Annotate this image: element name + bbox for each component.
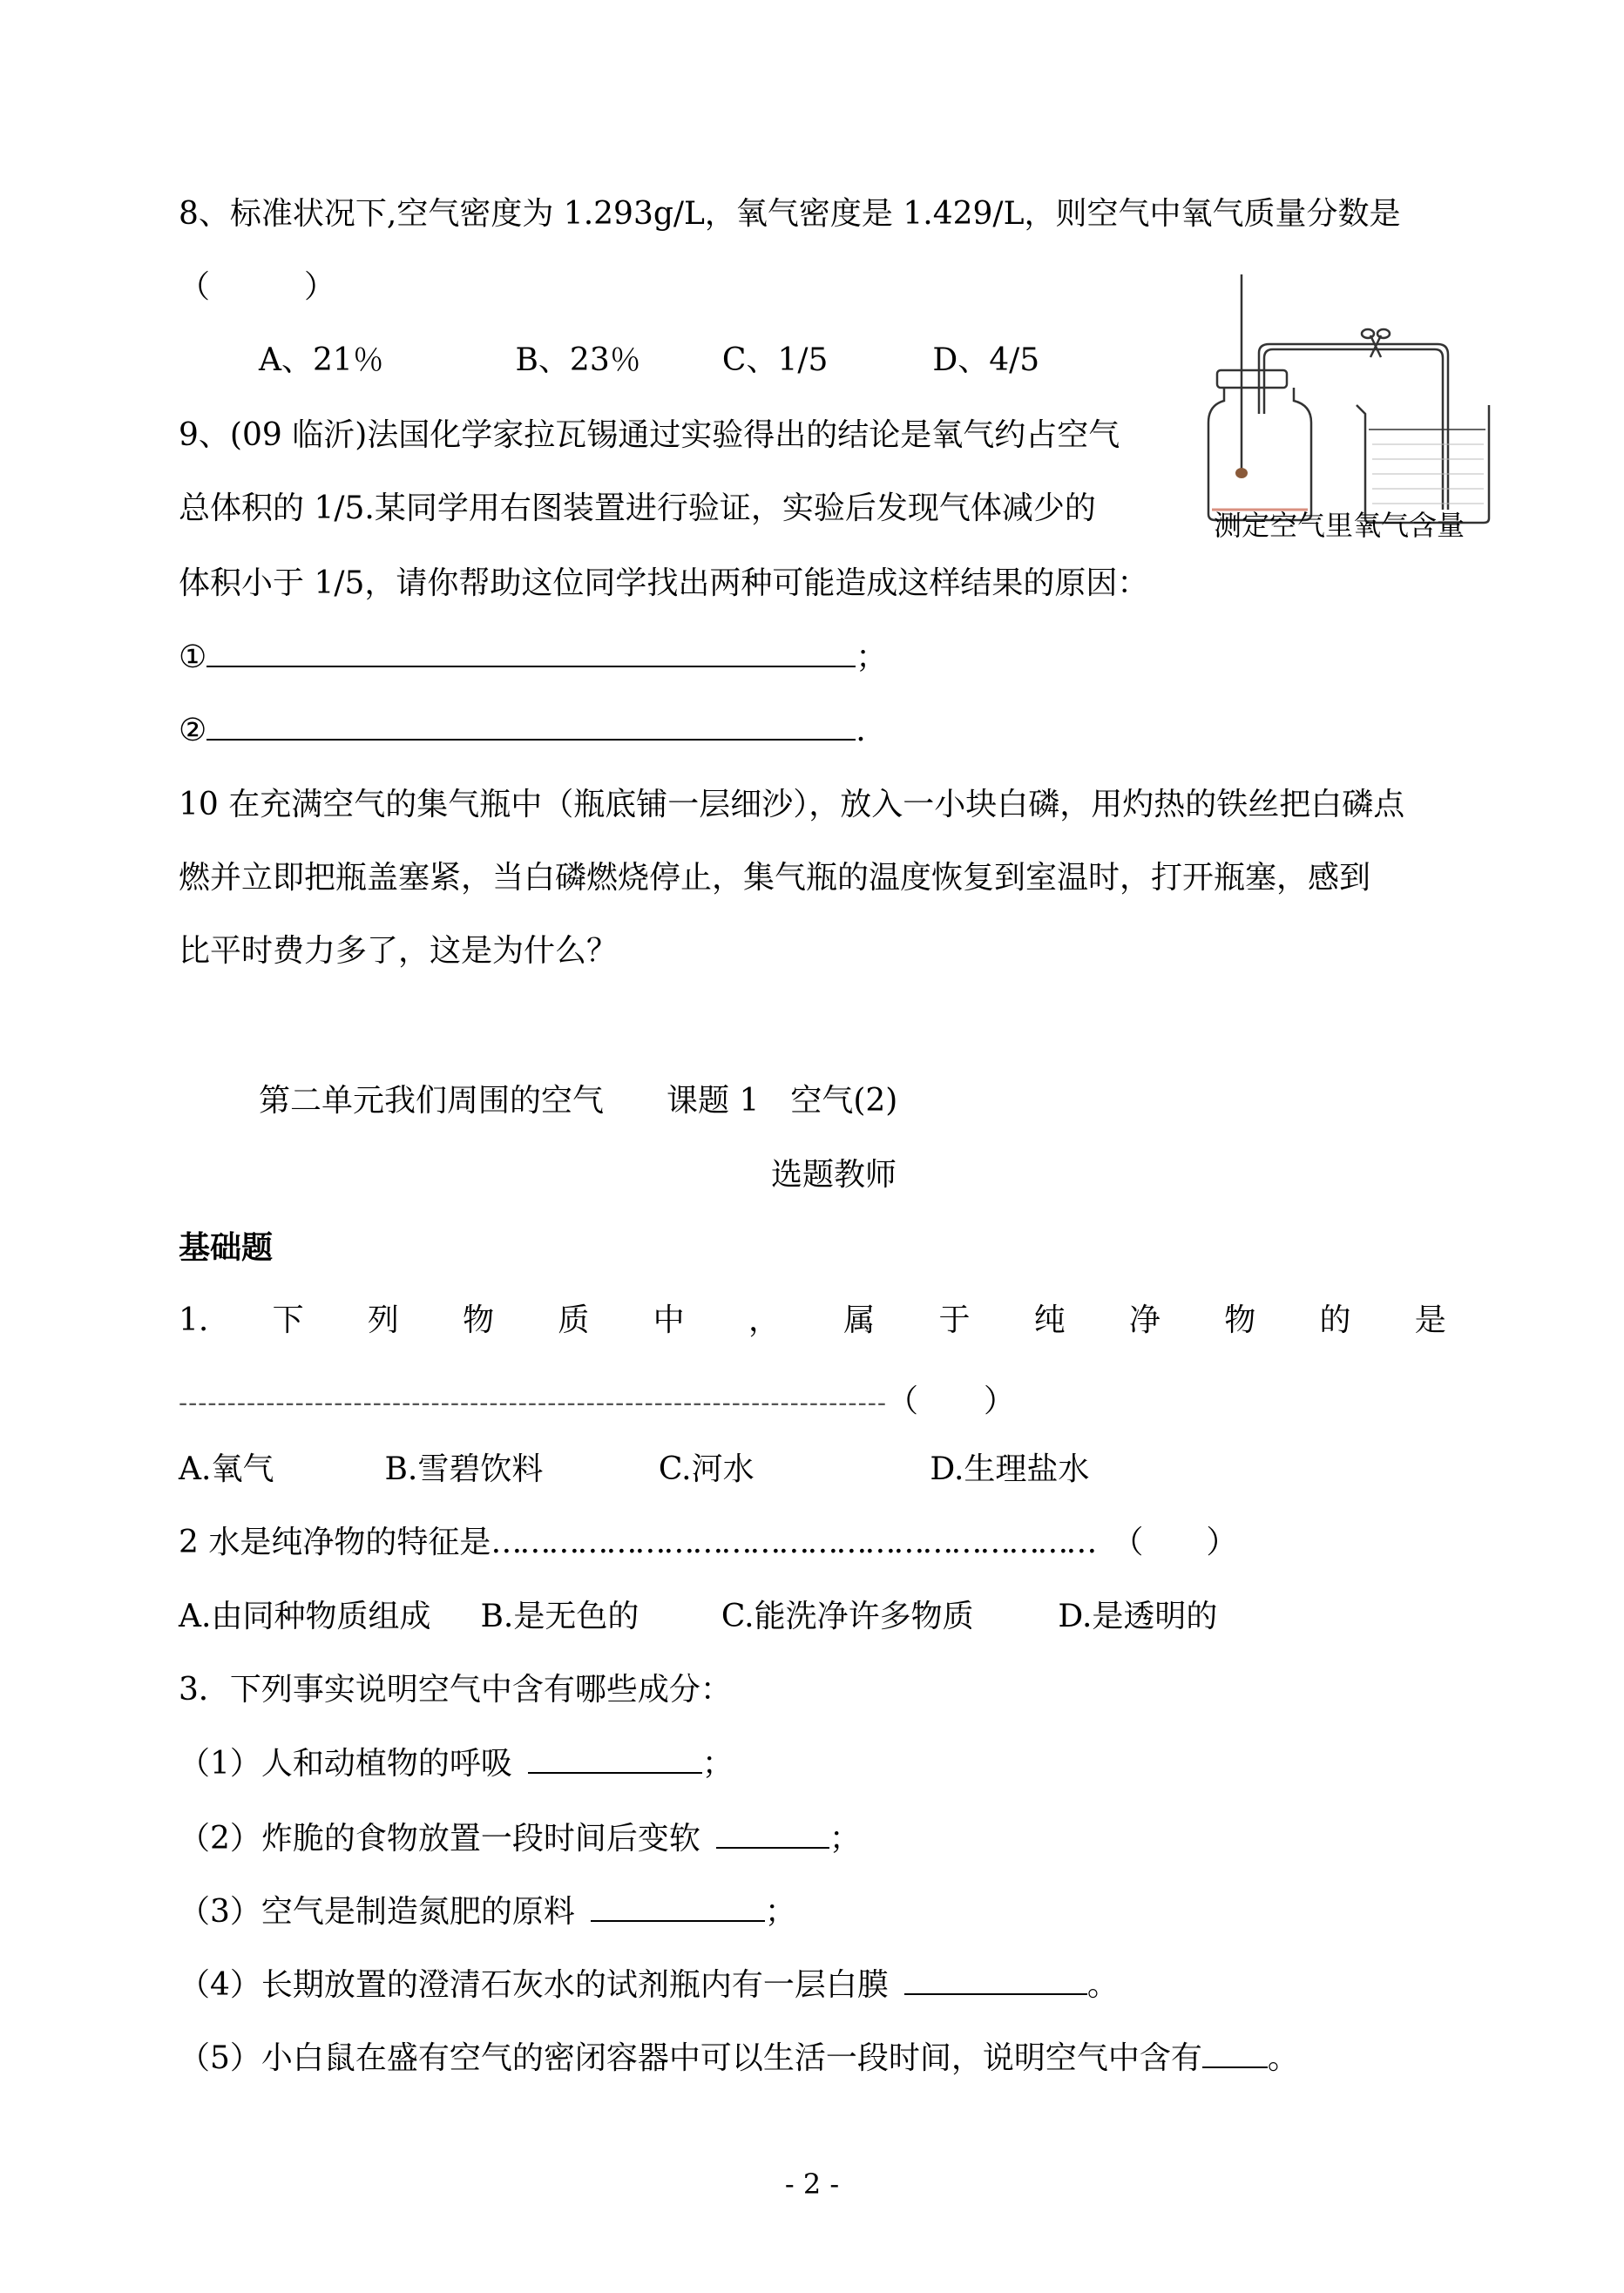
b3-item-1 <box>179 1742 734 1785</box>
b1-char: 是 <box>1414 1302 1446 1338</box>
b1-stem <box>179 1300 1446 1342</box>
b1-char: 的 <box>1319 1302 1351 1338</box>
b1-char: 下 <box>272 1302 304 1338</box>
q10-line-2: 燃并立即把瓶盖塞紧，当白磷燃烧停止，集气瓶的温度恢复到室温时，打开瓶塞，感到 <box>179 860 1371 896</box>
q9-line-3: 体积小于 1/5，请你帮助这位同学找出两种可能造成这样结果的原因： <box>179 565 1149 601</box>
q9-line-1: 9、(09 临沂)法国化学家拉瓦锡通过实验得出的结论是氧气约占空气 <box>179 417 1120 453</box>
section-title: 第二单元我们周围的空气 课题 1 空气(2) <box>259 1083 898 1119</box>
q8-paren: （ ） <box>179 269 336 305</box>
b1-dashes: ------------------------------------------------------------------------- <box>179 1388 887 1418</box>
q9-line-2: 总体积的 1/5.某同学用右图装置进行验证，实验后发现气体减少的 <box>179 490 1096 526</box>
b3-item-3-end: ； <box>764 1894 796 1930</box>
q9-answer-2-end: . <box>856 713 866 748</box>
b3-item-5-blank[interactable] <box>1202 2037 1268 2068</box>
b1-char: ， <box>748 1302 780 1338</box>
b1-char: 物 <box>463 1302 495 1338</box>
b1-char: 纯 <box>1033 1302 1066 1338</box>
q9-answer-1-blank[interactable] <box>206 636 856 667</box>
q10-line-1: 10 在充满空气的集气瓶中（瓶底铺一层细沙），放入一小块白磷，用灼热的铁丝把白磷点 <box>179 787 1405 822</box>
b1-option-c: C.河水 <box>658 1451 754 1487</box>
q9-answer-2-blank[interactable] <box>206 709 856 741</box>
b3-item-4-text: （4）长期放置的澄清石灰水的试剂瓶内有一层白膜 <box>179 1967 889 2003</box>
figure-caption: 测定空气里氧气含量 <box>1214 509 1465 542</box>
b1-char: 于 <box>938 1302 971 1338</box>
q9-answer-1-end: ； <box>856 639 888 675</box>
b3-item-3-text: （3）空气是制造氮肥的原料 <box>179 1894 575 1930</box>
b2-option-c: C.能洗净许多物质 <box>721 1599 974 1634</box>
section-basic-label: 基础题 <box>179 1229 274 1266</box>
b3-item-5-text: （5）小白鼠在盛有空气的密闭容器中可以生活一段时间，说明空气中含有 <box>179 2040 1202 2076</box>
b1-option-b: B.雪碧饮料 <box>384 1451 544 1487</box>
b1-char: 1. <box>179 1302 209 1338</box>
b3-item-4-blank[interactable] <box>904 1964 1087 1995</box>
q10-line-3: 比平时费力多了，这是为什么？ <box>179 933 619 969</box>
b3-item-3-blank[interactable] <box>591 1891 765 1922</box>
b1-dash-line <box>179 1376 1016 1421</box>
page-number: - 2 - <box>784 2168 840 2201</box>
b3-item-1-blank[interactable] <box>528 1742 702 1774</box>
b2-stem <box>179 1522 1237 1564</box>
q9-answer-1-mark: ① <box>179 639 207 675</box>
q8-options <box>259 340 1039 382</box>
b3-item-2 <box>179 1817 861 1860</box>
b2-dots: ……………………………………………………… <box>491 1525 1095 1560</box>
q9-answer-1 <box>179 636 887 679</box>
b2-paren: （ ） <box>1112 1525 1238 1560</box>
b1-char: 属 <box>843 1302 876 1338</box>
q8-option-d: D、4/5 <box>932 342 1040 378</box>
b2-options <box>179 1596 1217 1638</box>
q8-option-a: A、21％ <box>259 342 384 378</box>
b1-paren: （ ） <box>886 1383 1016 1419</box>
q8-stem: 8、标准状况下,空气密度为 1.293g/L，氧气密度是 1.429/L，则空气中氧气质量分数是 <box>179 196 1401 232</box>
b3-item-1-end: ； <box>701 1746 734 1782</box>
b3-item-3 <box>179 1891 796 1933</box>
b3-item-5-end: 。 <box>1267 2040 1299 2076</box>
b3-item-2-blank[interactable] <box>716 1817 829 1849</box>
b1-char: 中 <box>653 1302 685 1338</box>
b1-options <box>179 1449 1089 1491</box>
b1-char: 质 <box>558 1302 590 1338</box>
b3-item-1-text: （1）人和动植物的呼吸 <box>179 1746 512 1782</box>
b1-char: 净 <box>1129 1302 1161 1338</box>
b2-text: 2 水是纯净物的特征是 <box>179 1525 491 1560</box>
section-teacher: 选题教师 <box>771 1157 897 1193</box>
b3-item-2-text: （2）炸脆的食物放置一段时间后变软 <box>179 1821 700 1857</box>
b3-item-4 <box>179 1964 1119 2006</box>
q9-answer-2 <box>179 709 866 752</box>
b2-option-b: B.是无色的 <box>480 1599 639 1634</box>
b2-option-d: D.是透明的 <box>1058 1599 1218 1634</box>
q9-answer-2-mark: ② <box>179 713 207 748</box>
b3-item-4-end: 。 <box>1086 1967 1119 2003</box>
b1-char: 物 <box>1224 1302 1256 1338</box>
b1-option-d: D.生理盐水 <box>930 1451 1090 1487</box>
q8-option-b: B、23％ <box>515 342 641 378</box>
b3-item-5 <box>179 2037 1299 2080</box>
b1-char: 列 <box>367 1302 399 1338</box>
b2-option-a: A.由同种物质组成 <box>179 1599 431 1634</box>
b3-stem: 3．下列事实说明空气中含有哪些成分： <box>179 1672 732 1708</box>
b3-item-2-end: ； <box>829 1821 861 1857</box>
q8-option-c: C、1/5 <box>721 342 829 378</box>
b1-option-a: A.氧气 <box>179 1451 274 1487</box>
